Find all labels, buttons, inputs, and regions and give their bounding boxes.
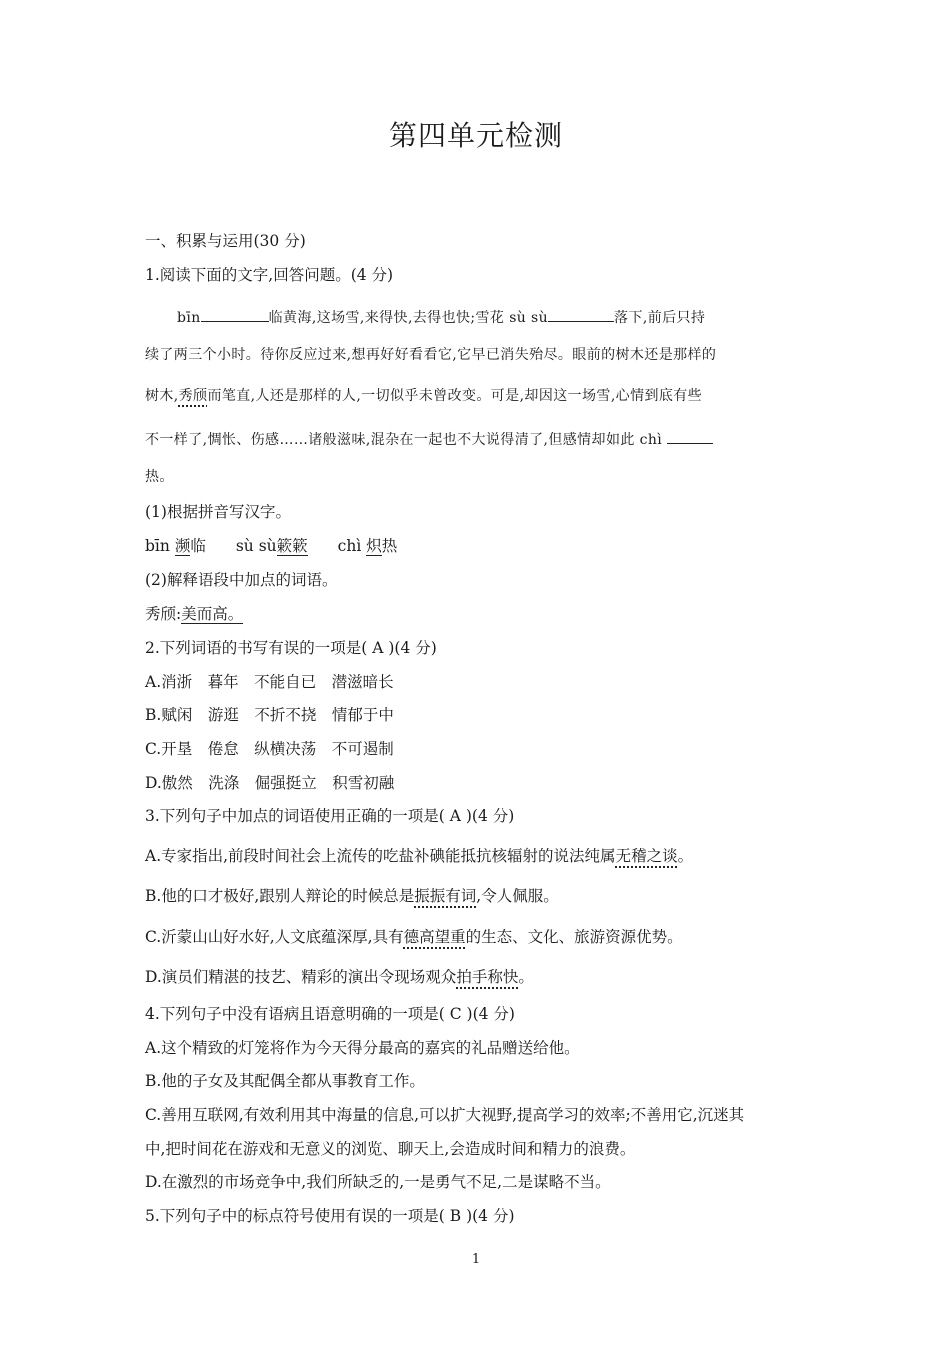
subquestion-2: (2)解释语段中加点的词语。 — [145, 571, 338, 589]
pinyin-chi: chì — [639, 432, 663, 448]
question-2-option-b: B.赋闲 游逛 不折不挠 情郁于中 — [145, 706, 394, 724]
answer-hanzi: 炽 — [366, 537, 382, 555]
answer-blank[interactable] — [548, 305, 614, 322]
dotted-word: 秀颀 — [178, 388, 208, 404]
question-2-stem: 2.下列词语的书写有误的一项是( A )(4 分) — [145, 639, 437, 657]
question-4-option-b: B.他的子女及其配偶全都从事教育工作。 — [145, 1072, 425, 1090]
passage-line-5: 热。 — [145, 469, 174, 485]
question-1-stem: 1.阅读下面的文字,回答问题。(4 分) — [145, 266, 394, 284]
question-2-option-d: D.傲然 洗涤 倔强挺立 积雪初融 — [145, 774, 395, 792]
question-3-option-b: B.他的口才极好,跟别人辩论的时候总是振振有词,令人佩服。 — [145, 887, 559, 905]
question-4-option-c-line-1: C.善用互联网,有效利用其中海量的信息,可以扩大视野,提高学习的效率;不善用它,沉迷其 — [145, 1106, 745, 1124]
passage-line-4: 不一样了,惆怅、伤感……诸般滋味,混杂在一起也不大说得清了,但感情却如此 chì — [145, 427, 713, 450]
dotted-word: 德高望重 — [403, 928, 466, 946]
page-title: 第四单元检测 — [388, 119, 563, 152]
page-number: 1 — [471, 1252, 481, 1267]
answer-hanzi: 簌簌 — [276, 537, 308, 555]
answer-text: 美而高。 — [181, 605, 244, 623]
answer-blank[interactable] — [201, 305, 269, 322]
question-3-option-d: D.演员们精湛的技艺、精彩的演出令现场观众拍手称快。 — [145, 968, 534, 986]
answer-hanzi: 濒 — [174, 537, 191, 555]
dotted-word: 无稽之谈 — [615, 847, 678, 865]
question-4-option-c-line-2: 中,把时间花在游戏和无意义的浏览、聊天上,会造成时间和精力的浪费。 — [145, 1140, 636, 1158]
subquestion-2-answer: 秀颀:美而高。 — [145, 605, 244, 623]
passage-line-2: 续了两三个小时。待你反应过来,想再好好看看它,它早已消失殆尽。眼前的树木还是那样的 — [145, 347, 717, 363]
question-4-stem: 4.下列句子中没有语病且语意明确的一项是( C )(4 分) — [145, 1005, 515, 1023]
question-2-option-a: A.消浙 暮年 不能自已 潜滋暗长 — [145, 673, 394, 691]
question-2-option-c: C.开垦 倦怠 纵横决荡 不可遏制 — [145, 740, 394, 758]
question-3-option-c: C.沂蒙山山好水好,人文底蕴深厚,具有德高望重的生态、文化、旅游资源优势。 — [145, 928, 683, 946]
subquestion-1: (1)根据拼音写汉字。 — [145, 503, 291, 521]
question-4-option-d: D.在激烈的市场竞争中,我们所缺乏的,一是勇气不足,二是谋略不当。 — [145, 1173, 611, 1191]
dotted-word: 拍手称快 — [456, 968, 519, 986]
section-heading: 一、积累与运用(30 分) — [145, 232, 306, 250]
pinyin-susu: sù sù — [509, 310, 549, 326]
question-3-option-a: A.专家指出,前段时间社会上流传的吃盐补碘能抵抗核辐射的说法纯属无稽之谈。 — [145, 847, 694, 865]
question-3-stem: 3.下列句子中加点的词语使用正确的一项是( A )(4 分) — [145, 807, 515, 825]
subquestion-1-answers: bīn 濒临 sù sù簌簌 chì 炽热 — [145, 537, 398, 555]
passage-line-3: 树木,秀颀而笔直,人还是那样的人,一切似乎未曾改变。可是,却因这一场雪,心情到底有些 — [145, 388, 703, 404]
answer-blank[interactable] — [667, 427, 713, 444]
passage-line-1: bīn 临黄海,这场雪,来得快,去得也快;雪花 sù sù 落下,前后只持 — [177, 305, 705, 328]
question-4-option-a: A.这个精致的灯笼将作为今天得分最高的嘉宾的礼品赠送给他。 — [145, 1039, 580, 1057]
dotted-word: 振振有词 — [414, 887, 477, 905]
question-5-stem: 5.下列句子中的标点符号使用有误的一项是( B )(4 分) — [145, 1207, 515, 1225]
pinyin-bin: bīn — [177, 310, 201, 326]
